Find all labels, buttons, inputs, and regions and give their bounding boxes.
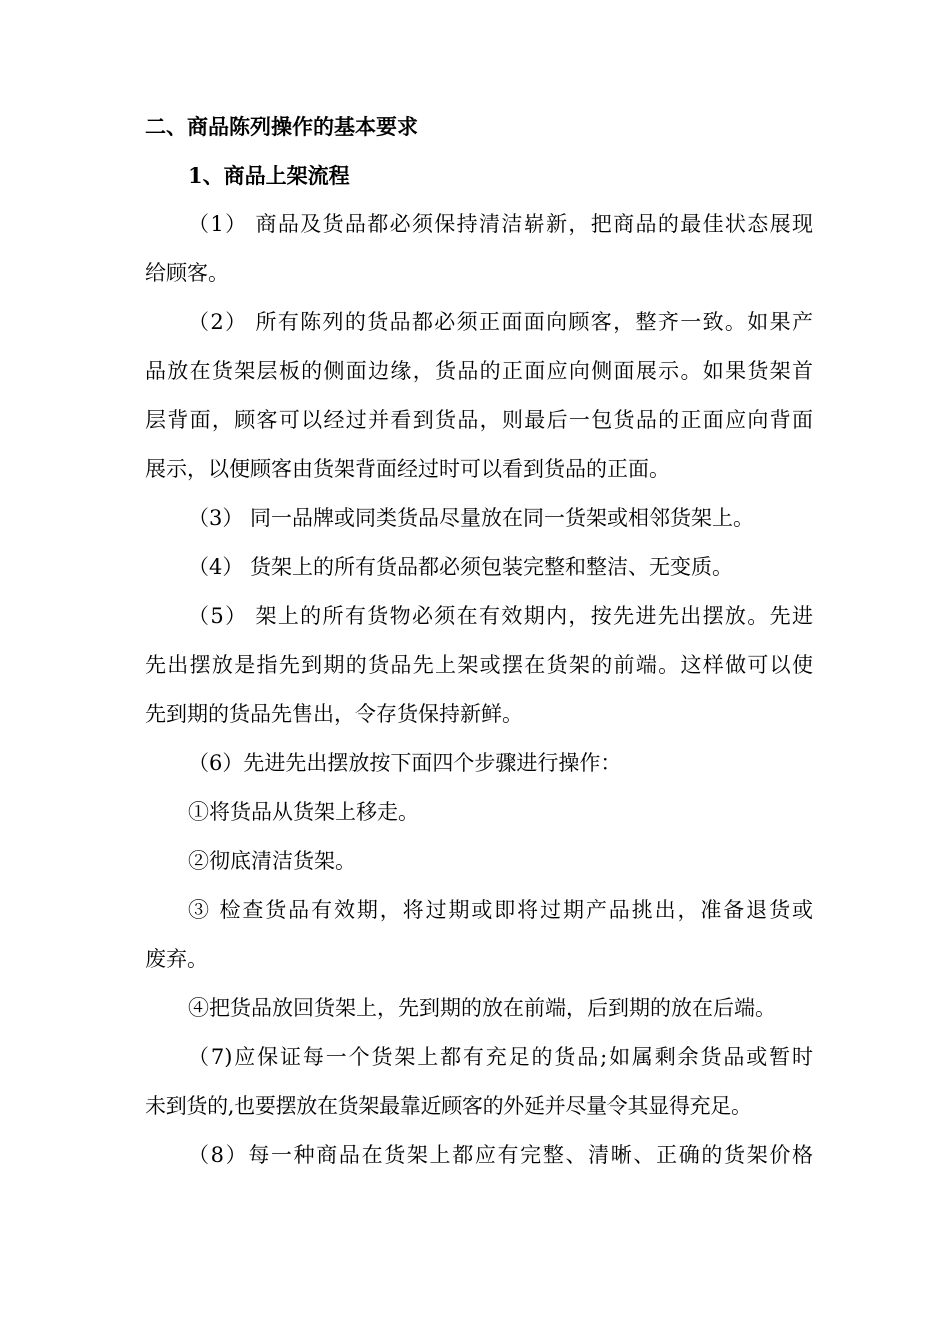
paragraph-line: 先到期的货品先售出，令存货保持新鲜。 bbox=[145, 702, 523, 726]
paragraph-8 bbox=[145, 1131, 813, 1180]
step-3 bbox=[145, 886, 813, 984]
paragraph-2 bbox=[145, 298, 813, 494]
step-1 bbox=[145, 788, 813, 837]
paragraph-line: ④把货品放回货架上，先到期的放在前端，后到期的放在后端。 bbox=[188, 996, 776, 1020]
paragraph-1 bbox=[145, 200, 813, 298]
paragraph-line: （3） 同一品牌或同类货品尽量放在同一货架或相邻货架上。 bbox=[188, 506, 755, 530]
document-body bbox=[145, 102, 813, 1180]
paragraph-line: 废弃。 bbox=[145, 947, 208, 971]
subsection-title: 1、商品上架流程 bbox=[188, 163, 350, 188]
section-title: 二、商品陈列操作的基本要求 bbox=[145, 114, 418, 139]
paragraph-line: 未到货的,也要摆放在货架最靠近顾客的外延并尽量令其显得充足。 bbox=[145, 1094, 752, 1118]
step-2 bbox=[145, 837, 813, 886]
paragraph-line: 给顾客。 bbox=[145, 261, 229, 285]
paragraph-line: ③ 检查货品有效期，将过期或即将过期产品挑出，准备退货或 bbox=[188, 898, 813, 922]
step-4 bbox=[145, 984, 813, 1033]
paragraph-line: （8）每一种商品在货架上都应有完整、清晰、正确的货架价格 bbox=[188, 1143, 813, 1167]
paragraph-line: ①将货品从货架上移走。 bbox=[188, 800, 419, 824]
paragraph-line: ②彻底清洁货架。 bbox=[188, 849, 356, 873]
paragraph-7 bbox=[145, 1033, 813, 1131]
paragraph-line: 品放在货架层板的侧面边缘，货品的正面应向侧面展示。如果货架首 bbox=[145, 359, 813, 383]
paragraph-line: （4） 货架上的所有货品都必须包装完整和整洁、无变质。 bbox=[188, 555, 734, 579]
paragraph-3 bbox=[145, 494, 813, 543]
paragraph-line: （7)应保证每一个货架上都有充足的货品;如属剩余货品或暂时 bbox=[188, 1045, 813, 1069]
paragraph-5 bbox=[145, 592, 813, 739]
paragraph-line: （1） 商品及货品都必须保持清洁崭新，把商品的最佳状态展现 bbox=[188, 212, 813, 236]
paragraph-line: 先出摆放是指先到期的货品先上架或摆在货架的前端。这样做可以使 bbox=[145, 653, 813, 677]
paragraph-4 bbox=[145, 543, 813, 592]
paragraph-6 bbox=[145, 739, 813, 788]
paragraph-line: （5） 架上的所有货物必须在有效期内，按先进先出摆放。先进 bbox=[188, 604, 813, 628]
paragraph-line: 展示，以便顾客由货架背面经过时可以看到货品的正面。 bbox=[145, 457, 670, 481]
paragraph-line: （2） 所有陈列的货品都必须正面面向顾客，整齐一致。如果产 bbox=[188, 310, 813, 334]
paragraph-line: （6）先进先出摆放按下面四个步骤进行操作： bbox=[188, 751, 622, 775]
paragraph-line: 层背面，顾客可以经过并看到货品，则最后一包货品的正面应向背面 bbox=[145, 408, 813, 432]
